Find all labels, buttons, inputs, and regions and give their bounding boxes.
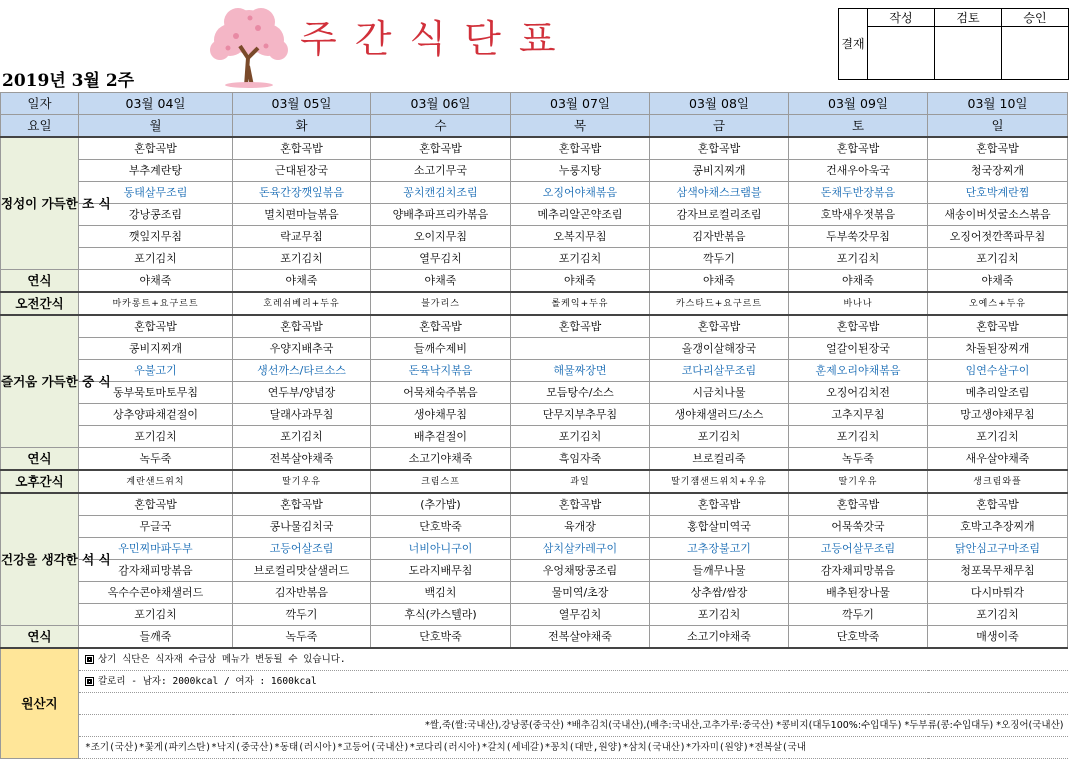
approval-header: 검토 bbox=[935, 9, 1002, 27]
menu-cell[interactable]: 들깨무나물 bbox=[650, 560, 789, 582]
menu-cell[interactable]: 돈육간장깻잎볶음 bbox=[233, 182, 371, 204]
late-meal-cell[interactable]: 녹두죽 bbox=[79, 448, 233, 471]
menu-cell[interactable] bbox=[511, 338, 650, 360]
menu-cell[interactable]: 단호박계란찜 bbox=[928, 182, 1068, 204]
menu-cell[interactable]: 두부쑥갓무침 bbox=[789, 226, 928, 248]
am-snack-cell[interactable]: 롤케익+두유 bbox=[511, 292, 650, 315]
checkbox-square-icon bbox=[85, 677, 94, 686]
menu-cell[interactable]: 시금치나물 bbox=[650, 382, 789, 404]
pm-snack-cell[interactable]: 과일 bbox=[511, 470, 650, 493]
menu-cell[interactable]: 모듬탕수/소스 bbox=[511, 382, 650, 404]
approval-header: 작성 bbox=[868, 9, 935, 27]
menu-cell[interactable]: 깻잎지무침 bbox=[79, 226, 233, 248]
menu-cell[interactable]: 혼합곡밥 bbox=[511, 315, 650, 338]
menu-cell[interactable]: 올갱이살해장국 bbox=[650, 338, 789, 360]
menu-cell[interactable]: 근대된장국 bbox=[233, 160, 371, 182]
menu-cell[interactable]: 배추겉절이 bbox=[371, 426, 511, 448]
menu-cell[interactable]: 포기김치 bbox=[789, 426, 928, 448]
menu-cell[interactable]: 너비아니구이 bbox=[371, 538, 511, 560]
origin-note-text: *조기(국산)*꽃게(파키스탄)*낙지(중국산)*동태(러시아)*고등어(국내산)*코다리(러시아)*갈치(세네갈)*꽁치(대만,원양)*삼치(국내산)*가자미(원양)*전복살(국내 bbox=[85, 741, 807, 753]
menu-cell[interactable]: 혼합곡밥 bbox=[650, 493, 789, 516]
menu-cell[interactable]: 열무김치 bbox=[511, 604, 650, 626]
menu-cell[interactable]: 고추지무침 bbox=[789, 404, 928, 426]
menu-cell[interactable]: 우양지배추국 bbox=[233, 338, 371, 360]
menu-cell[interactable]: 훈제오리야채볶음 bbox=[789, 360, 928, 382]
menu-cell[interactable]: 김자반볶음 bbox=[233, 582, 371, 604]
menu-cell[interactable]: 도라지배무침 bbox=[371, 560, 511, 582]
menu-cell[interactable]: 청포묵무채무침 bbox=[928, 560, 1068, 582]
approval-sign-cell[interactable] bbox=[868, 27, 935, 80]
menu-cell[interactable]: 차돌된장찌개 bbox=[928, 338, 1068, 360]
pm-snack-cell[interactable]: 크림스프 bbox=[371, 470, 511, 493]
menu-cell[interactable]: 포기김치 bbox=[650, 426, 789, 448]
menu-cell[interactable]: 단호박죽 bbox=[371, 516, 511, 538]
menu-cell[interactable]: 생야채무침 bbox=[371, 404, 511, 426]
pm-snack-cell[interactable]: 딸기잼샌드위치+우유 bbox=[650, 470, 789, 493]
row-label: 오전간식 bbox=[1, 292, 79, 315]
approval-label: 결재 bbox=[839, 9, 868, 80]
late-meal-cell[interactable]: 단호박죽 bbox=[371, 626, 511, 649]
menu-cell[interactable]: 우엉채땅콩조림 bbox=[511, 560, 650, 582]
late-meal-cell[interactable]: 전복살야채죽 bbox=[233, 448, 371, 471]
weekday-header: 금 bbox=[650, 115, 789, 138]
pm-snack-cell[interactable]: 계란샌드위치 bbox=[79, 470, 233, 493]
late-meal-cell[interactable]: 브로컬리죽 bbox=[650, 448, 789, 471]
menu-cell[interactable]: 포기김치 bbox=[511, 426, 650, 448]
menu-cell[interactable]: 무글국 bbox=[79, 516, 233, 538]
menu-cell[interactable]: 물미역/초장 bbox=[511, 582, 650, 604]
menu-cell[interactable]: 호박고추장찌개 bbox=[928, 516, 1068, 538]
menu-cell[interactable]: 어묵채숙주볶음 bbox=[371, 382, 511, 404]
menu-cell[interactable]: 콩비지찌개 bbox=[79, 338, 233, 360]
menu-cell[interactable]: 백김치 bbox=[371, 582, 511, 604]
origin-note-text: *쌀,죽(쌀:국내산),강낭콩(중국산) *배추김치(국내산),(배추:국내산,고추가루:중국산) *콩비지(대두100%:수입대두) *두부류(콩:수입대두) *오징어(국내산) bbox=[424, 719, 1064, 731]
menu-cell[interactable]: 우불고기 bbox=[79, 360, 233, 382]
origin-note-text: 칼로리 - 남자: 2000kcal / 여자 : 1600kcal bbox=[98, 675, 317, 687]
menu-cell[interactable]: 깍두기 bbox=[789, 604, 928, 626]
menu-cell[interactable]: 돈채두반장볶음 bbox=[789, 182, 928, 204]
menu-cell[interactable]: 망고생야채무침 bbox=[928, 404, 1068, 426]
menu-cell[interactable]: 연두부/양념장 bbox=[233, 382, 371, 404]
menu-cell[interactable]: 건새우아욱국 bbox=[789, 160, 928, 182]
menu-cell[interactable]: 혼합곡밥 bbox=[233, 493, 371, 516]
menu-cell[interactable]: 상추양파채겉절이 bbox=[79, 404, 233, 426]
late-meal-cell[interactable]: 녹두죽 bbox=[233, 626, 371, 649]
menu-cell[interactable]: 포기김치 bbox=[928, 248, 1068, 270]
late-meal-cell[interactable]: 단호박죽 bbox=[789, 626, 928, 649]
approval-box bbox=[838, 8, 1069, 80]
menu-cell[interactable]: 깍두기 bbox=[233, 604, 371, 626]
menu-cell[interactable]: 혼합곡밥 bbox=[928, 315, 1068, 338]
date-header: 03월 07일 bbox=[511, 93, 650, 115]
origin-note bbox=[79, 648, 1068, 671]
meal-label-lunch: 즐거움 가득한 중 식 bbox=[1, 315, 79, 448]
meal-label-breakfast: 정성이 가득한 조 식 bbox=[1, 137, 79, 270]
origin-label: 원산지 bbox=[1, 648, 79, 759]
pm-snack-cell[interactable]: 딸기우유 bbox=[789, 470, 928, 493]
menu-cell[interactable]: 얼갈이된장국 bbox=[789, 338, 928, 360]
menu-cell[interactable]: 새송이버섯굴소스볶음 bbox=[928, 204, 1068, 226]
menu-cell[interactable]: 들깨수제비 bbox=[371, 338, 511, 360]
menu-cell[interactable]: 포기김치 bbox=[928, 426, 1068, 448]
origin-note bbox=[79, 693, 1068, 715]
row-label: 오후간식 bbox=[1, 470, 79, 493]
weekday-header: 월 bbox=[79, 115, 233, 138]
late-meal-cell[interactable]: 흑임자죽 bbox=[511, 448, 650, 471]
menu-cell[interactable]: 감자채피망볶음 bbox=[79, 560, 233, 582]
approval-sign-cell[interactable] bbox=[935, 27, 1002, 80]
weekday-header: 화 bbox=[233, 115, 371, 138]
menu-cell[interactable]: 오이지무침 bbox=[371, 226, 511, 248]
origin-note-text: 상기 식단은 식자재 수급상 메뉴가 변동될 수 있습니다. bbox=[98, 653, 346, 665]
am-snack-cell[interactable]: 카스타드+요구르트 bbox=[650, 292, 789, 315]
menu-cell[interactable]: 혼합곡밥 bbox=[371, 315, 511, 338]
menu-cell[interactable]: 포기김치 bbox=[233, 248, 371, 270]
menu-cell[interactable]: 오징어젓깐쪽파무침 bbox=[928, 226, 1068, 248]
menu-cell[interactable]: 배추된장나물 bbox=[789, 582, 928, 604]
late-meal-cell[interactable]: 야채죽 bbox=[928, 270, 1068, 293]
menu-cell[interactable]: 혼합곡밥 bbox=[650, 315, 789, 338]
menu-cell[interactable]: 포기김치 bbox=[789, 248, 928, 270]
late-meal-cell[interactable]: 야채죽 bbox=[789, 270, 928, 293]
date-header: 03월 04일 bbox=[79, 93, 233, 115]
menu-cell[interactable]: 혼합곡밥 bbox=[511, 137, 650, 160]
origin-note bbox=[79, 737, 1068, 759]
menu-cell[interactable]: 후식(카스텔라) bbox=[371, 604, 511, 626]
menu-cell[interactable]: 혼합곡밥 bbox=[928, 137, 1068, 160]
menu-cell[interactable]: 상추쌈/쌈장 bbox=[650, 582, 789, 604]
weekday-header: 토 bbox=[789, 115, 928, 138]
date-header: 03월 08일 bbox=[650, 93, 789, 115]
menu-cell[interactable]: 옥수수콘야채샐러드 bbox=[79, 582, 233, 604]
menu-cell[interactable]: 포기김치 bbox=[79, 426, 233, 448]
menu-cell[interactable]: 혼합곡밥 bbox=[789, 137, 928, 160]
menu-cell[interactable]: 강낭콩조림 bbox=[79, 204, 233, 226]
pm-snack-cell[interactable]: 딸기우유 bbox=[233, 470, 371, 493]
row-label: 연식 bbox=[1, 626, 79, 649]
am-snack-cell[interactable]: 호레쉬베리+두유 bbox=[233, 292, 371, 315]
late-meal-cell[interactable]: 야채죽 bbox=[79, 270, 233, 293]
menu-cell[interactable]: 돈육낙지볶음 bbox=[371, 360, 511, 382]
menu-cell[interactable]: 호박새우젓볶음 bbox=[789, 204, 928, 226]
date-header: 03월 05일 bbox=[233, 93, 371, 115]
late-meal-cell[interactable]: 야채죽 bbox=[371, 270, 511, 293]
menu-cell[interactable]: 해물짜장면 bbox=[511, 360, 650, 382]
date-header-label: 일자 bbox=[1, 93, 79, 115]
am-snack-cell[interactable]: 바나나 bbox=[789, 292, 928, 315]
meal-label-dinner: 건강을 생각한 석 식 bbox=[1, 493, 79, 626]
menu-cell[interactable]: 혼합곡밥 bbox=[233, 315, 371, 338]
menu-cell[interactable]: 동부묵토마토무침 bbox=[79, 382, 233, 404]
menu-cell[interactable]: 멸치편마늘볶음 bbox=[233, 204, 371, 226]
late-meal-cell[interactable]: 녹두죽 bbox=[789, 448, 928, 471]
menu-cell[interactable]: 삼색야채스크램블 bbox=[650, 182, 789, 204]
menu-cell[interactable]: 혼합곡밥 bbox=[233, 137, 371, 160]
menu-cell[interactable]: 포기김치 bbox=[511, 248, 650, 270]
date-header: 03월 09일 bbox=[789, 93, 928, 115]
menu-cell[interactable]: 포기김치 bbox=[233, 426, 371, 448]
menu-cell[interactable]: 닭안심고구마조림 bbox=[928, 538, 1068, 560]
menu-cell[interactable]: 혼합곡밥 bbox=[928, 493, 1068, 516]
menu-table bbox=[0, 92, 1068, 759]
menu-cell[interactable]: 메추리알조림 bbox=[928, 382, 1068, 404]
menu-cell[interactable]: 혼합곡밥 bbox=[371, 137, 511, 160]
menu-cell[interactable]: 코다리살무조림 bbox=[650, 360, 789, 382]
menu-cell[interactable]: 혼합곡밥 bbox=[789, 315, 928, 338]
am-snack-cell[interactable]: 마카롱트+요구르트 bbox=[79, 292, 233, 315]
menu-cell[interactable]: 청국장찌개 bbox=[928, 160, 1068, 182]
menu-cell[interactable]: 꽁치캔김치조림 bbox=[371, 182, 511, 204]
late-meal-cell[interactable]: 야채죽 bbox=[233, 270, 371, 293]
menu-cell[interactable]: 열무김치 bbox=[371, 248, 511, 270]
menu-cell[interactable]: 고등어살무조림 bbox=[789, 538, 928, 560]
menu-cell[interactable]: 어묵쑥갓국 bbox=[789, 516, 928, 538]
menu-cell[interactable]: 메추리알곤약조림 bbox=[511, 204, 650, 226]
late-meal-cell[interactable]: 매생이죽 bbox=[928, 626, 1068, 649]
menu-cell[interactable]: 락교무침 bbox=[233, 226, 371, 248]
menu-cell[interactable]: 오징어야채볶음 bbox=[511, 182, 650, 204]
late-meal-cell[interactable]: 소고기야채죽 bbox=[650, 626, 789, 649]
menu-cell[interactable]: 누룽지탕 bbox=[511, 160, 650, 182]
menu-cell[interactable]: 달래사과무침 bbox=[233, 404, 371, 426]
late-meal-cell[interactable]: 야채죽 bbox=[650, 270, 789, 293]
menu-cell[interactable]: 우민찌마파두부 bbox=[79, 538, 233, 560]
late-meal-cell[interactable]: 새우살야채죽 bbox=[928, 448, 1068, 471]
origin-note bbox=[79, 715, 1068, 737]
menu-cell[interactable]: 혼합곡밥 bbox=[79, 137, 233, 160]
checkbox-square-icon bbox=[85, 655, 94, 664]
menu-cell[interactable]: 혼합곡밥 bbox=[79, 493, 233, 516]
weekday-header: 수 bbox=[371, 115, 511, 138]
menu-cell[interactable]: 생선까스/타르소스 bbox=[233, 360, 371, 382]
menu-cell[interactable]: 육개장 bbox=[511, 516, 650, 538]
weekday-header: 목 bbox=[511, 115, 650, 138]
menu-cell[interactable]: 포기김치 bbox=[928, 604, 1068, 626]
pm-snack-cell[interactable]: 생크림와플 bbox=[928, 470, 1068, 493]
menu-cell[interactable]: 깍두기 bbox=[650, 248, 789, 270]
menu-cell[interactable]: 브로컬리맛살샐러드 bbox=[233, 560, 371, 582]
menu-cell[interactable]: 혼합곡밥 bbox=[789, 493, 928, 516]
am-snack-cell[interactable]: 오예스+두유 bbox=[928, 292, 1068, 315]
menu-cell[interactable]: 포기김치 bbox=[650, 604, 789, 626]
menu-cell[interactable]: 포기김치 bbox=[79, 248, 233, 270]
menu-cell[interactable]: 소고기무국 bbox=[371, 160, 511, 182]
menu-cell[interactable]: 홍합살미역국 bbox=[650, 516, 789, 538]
menu-cell[interactable]: 고등어살조림 bbox=[233, 538, 371, 560]
page-title: 주간식단표 bbox=[300, 17, 574, 61]
menu-cell[interactable]: 김자반볶음 bbox=[650, 226, 789, 248]
row-label: 연식 bbox=[1, 448, 79, 471]
menu-cell[interactable]: 동태살무조림 bbox=[79, 182, 233, 204]
menu-cell[interactable]: (추가밥) bbox=[371, 493, 511, 516]
date-header: 03월 06일 bbox=[371, 93, 511, 115]
menu-cell[interactable]: 감자브로컬리조림 bbox=[650, 204, 789, 226]
header bbox=[0, 0, 1069, 90]
menu-cell[interactable]: 단무지부추무침 bbox=[511, 404, 650, 426]
menu-cell[interactable]: 부추계란탕 bbox=[79, 160, 233, 182]
am-snack-cell[interactable]: 블가리스 bbox=[371, 292, 511, 315]
weekday-header-label: 요일 bbox=[1, 115, 79, 138]
menu-cell[interactable]: 콩비지찌개 bbox=[650, 160, 789, 182]
approval-header: 승인 bbox=[1002, 9, 1069, 27]
menu-cell[interactable]: 오복지무침 bbox=[511, 226, 650, 248]
menu-cell[interactable]: 임연수살구이 bbox=[928, 360, 1068, 382]
late-meal-cell[interactable]: 소고기야채죽 bbox=[371, 448, 511, 471]
menu-cell[interactable]: 생야채샐러드/소스 bbox=[650, 404, 789, 426]
menu-cell[interactable]: 삼치살카레구이 bbox=[511, 538, 650, 560]
late-meal-cell[interactable]: 야채죽 bbox=[511, 270, 650, 293]
menu-cell[interactable]: 혼합곡밥 bbox=[650, 137, 789, 160]
date-header: 03월 10일 bbox=[928, 93, 1068, 115]
menu-cell[interactable]: 고추장불고기 bbox=[650, 538, 789, 560]
menu-cell[interactable]: 포기김치 bbox=[79, 604, 233, 626]
menu-cell[interactable]: 혼합곡밥 bbox=[79, 315, 233, 338]
menu-cell[interactable]: 콩나물김치국 bbox=[233, 516, 371, 538]
weekday-header: 일 bbox=[928, 115, 1068, 138]
menu-cell[interactable]: 다시마튀각 bbox=[928, 582, 1068, 604]
late-meal-cell[interactable]: 전복살야채죽 bbox=[511, 626, 650, 649]
row-label: 연식 bbox=[1, 270, 79, 293]
menu-cell[interactable]: 양배추파프리카볶음 bbox=[371, 204, 511, 226]
late-meal-cell[interactable]: 들깨죽 bbox=[79, 626, 233, 649]
week-label: 2019년 3월 2주 bbox=[2, 71, 135, 91]
origin-note bbox=[79, 671, 1068, 693]
approval-sign-cell[interactable] bbox=[1002, 27, 1069, 80]
menu-cell[interactable]: 혼합곡밥 bbox=[511, 493, 650, 516]
menu-cell[interactable]: 오징어김치전 bbox=[789, 382, 928, 404]
menu-cell[interactable]: 감자채피망볶음 bbox=[789, 560, 928, 582]
cherry-tree-icon bbox=[206, 6, 292, 88]
